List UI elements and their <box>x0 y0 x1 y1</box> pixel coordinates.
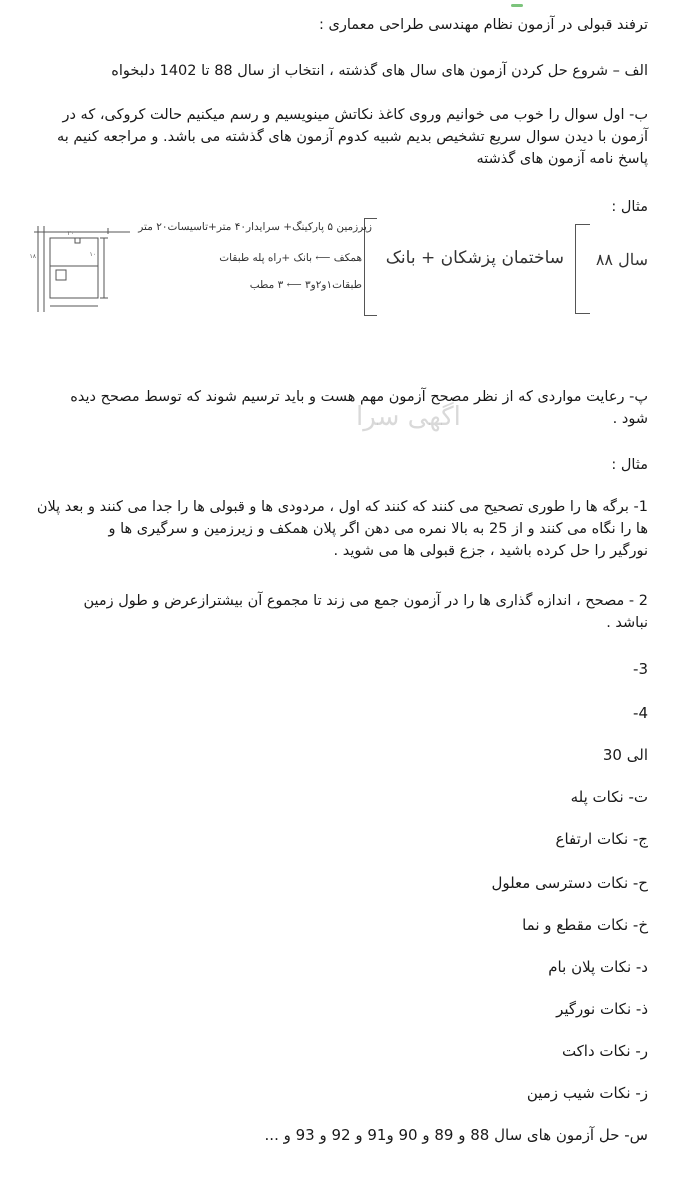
section-be <box>30 104 648 170</box>
sketch-building: ساختمان پزشکان + بانک <box>385 248 564 268</box>
section-be-line: ب- اول سوال را خوب می خوانیم وروی کاغذ نکاتش مینویسیم و رسم میکنیم حالت کروکی، که در <box>62 107 648 123</box>
list-item: ذ- نکات نورگیر <box>556 1000 648 1018</box>
item-2-line: 2 - مصحح ، اندازه گذاری ها را در آزمون جمع می زند تا مجموع آن بیشترازعرض و طول زمین <box>83 593 648 609</box>
item-3: 3- <box>633 660 648 678</box>
sketch-plan-drawing <box>29 226 134 314</box>
list-item: ح- نکات دسترسی معلول <box>491 874 648 892</box>
section-be-line: پاسخ نامه آزمون های گذشته <box>476 151 648 167</box>
list-item: س- حل آزمون های سال 88 و 89 و 90 و91 و 92 و 93 و ... <box>264 1126 648 1144</box>
section-be-line: آزمون با دیدن سوال سریع تشخیص بدیم شبیه کدوم آزمون های گذشته می باشد. و مراجعه کنیم به <box>56 129 648 145</box>
item-4: 4- <box>633 704 648 722</box>
list-item: ر- نکات داکت <box>561 1042 648 1060</box>
list-item: ج- نکات ارتفاع <box>555 830 648 848</box>
sketch-note-1: زیرزمین ۵ پارکینگ+ سرایدار۴۰ متر+تاسیسات۲۰ متر <box>138 221 372 233</box>
item-1-line: 1- برگه ها را طوری تصحیح می کنند که کنند که اول ، مردودی ها و قبولی ها را جدا می کنند و بعد پلان <box>36 499 648 515</box>
top-accent-mark <box>511 4 523 7</box>
sketch-note-3: طبقات۱و۲و۳ ⟵ ۳ مطب <box>249 279 362 291</box>
section-pe-line: شود . <box>612 411 648 427</box>
example-label: مثال : <box>611 457 648 473</box>
watermark-logo: اگهی سرا <box>356 402 461 432</box>
section-pe <box>30 386 648 430</box>
item-1-line: ها را نگاه می کنند و از 25 به بالا نمره می دهن اگر پلان همکف و زیرزمین و سرگیری ها و <box>108 521 648 537</box>
item-to-30: الی 30 <box>602 746 648 764</box>
item-1 <box>30 496 648 562</box>
svg-text:۱۰: ۱۰ <box>89 251 96 258</box>
document-title: ترفند قبولی در آزمون نظام مهندسی طراحی معماری : <box>319 17 648 33</box>
item-2 <box>30 590 648 634</box>
section-pe-line: پ- رعایت مواردی که از نظر مصحح آزمون مهم هست و باید ترسیم شوند که توسط مصحح دیده <box>70 389 648 405</box>
svg-text:۲۰: ۲۰ <box>67 230 74 237</box>
svg-text:۱۸: ۱۸ <box>29 253 36 260</box>
example-label: مثال : <box>611 199 648 215</box>
item-2-line: نباشد . <box>606 615 648 631</box>
list-item: ز- نکات شیب زمین <box>526 1084 648 1102</box>
list-item: د- نکات پلان بام <box>548 958 648 976</box>
sketch-brace-right <box>575 224 590 314</box>
list-item: ت- نکات پله <box>570 788 648 806</box>
item-1-line: نورگیر را حل کرده باشید ، جزع قبولی ها می شوید . <box>333 543 648 559</box>
section-alef: الف – شروع حل کردن آزمون های سال های گذشته ، انتخاب از سال 88 تا 1402 دلبخواه <box>111 63 648 79</box>
sketch-year: سال ۸۸ <box>595 250 648 269</box>
list-item: خ- نکات مقطع و نما <box>522 916 648 934</box>
sketch-note-2: همکف ⟵ بانک +راه پله طبقات <box>219 252 362 264</box>
